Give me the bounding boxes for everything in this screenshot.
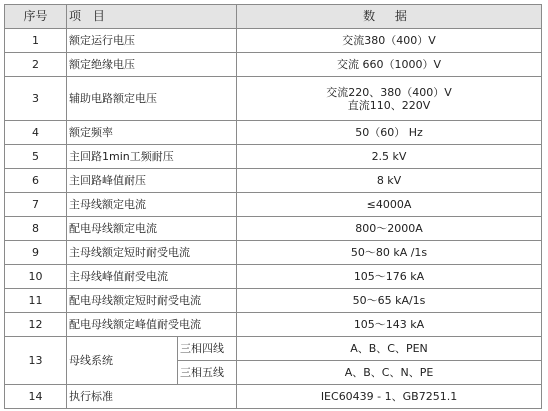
row-no: 6 xyxy=(5,169,67,193)
header-row xyxy=(5,5,542,29)
row-value: 2.5 kV xyxy=(237,145,542,169)
row-no: 10 xyxy=(5,265,67,289)
table-row xyxy=(5,217,542,241)
row-no: 14 xyxy=(5,385,67,409)
table-row xyxy=(5,289,542,313)
row-no: 8 xyxy=(5,217,67,241)
row-item: 主母线额定短时耐受电流 xyxy=(67,241,237,265)
table-row xyxy=(5,145,542,169)
header-item: 项 目 xyxy=(67,5,237,29)
row-item: 额定运行电压 xyxy=(67,29,237,53)
row-no: 12 xyxy=(5,313,67,337)
row-subitem: 三相五线 xyxy=(178,361,237,385)
row-value: IEC60439 - 1、GB7251.1 xyxy=(237,385,542,409)
row-value: A、B、C、N、PE xyxy=(237,361,542,385)
table-row xyxy=(5,337,542,361)
header-data: 数 据 xyxy=(237,5,542,29)
row-no: 1 xyxy=(5,29,67,53)
table-row xyxy=(5,313,542,337)
row-item: 配电母线额定电流 xyxy=(67,217,237,241)
row-no: 11 xyxy=(5,289,67,313)
row-item: 额定绝缘电压 xyxy=(67,53,237,77)
row-value: 50（60） Hz xyxy=(237,121,542,145)
row-value: 105～176 kA xyxy=(237,265,542,289)
row-value-line: 交流220、380（400）V xyxy=(326,85,452,99)
table-row xyxy=(5,29,542,53)
row-item: 执行标准 xyxy=(67,385,237,409)
row-item: 额定频率 xyxy=(67,121,237,145)
row-item: 配电母线额定峰值耐受电流 xyxy=(67,313,237,337)
header-no: 序号 xyxy=(5,5,67,29)
row-subitem: 三相四线 xyxy=(178,337,237,361)
row-item: 主回路峰值耐压 xyxy=(67,169,237,193)
spec-table xyxy=(4,4,542,409)
row-no: 5 xyxy=(5,145,67,169)
row-no: 4 xyxy=(5,121,67,145)
row-no: 7 xyxy=(5,193,67,217)
row-item: 主母线额定电流 xyxy=(67,193,237,217)
row-item: 主回路1min工频耐压 xyxy=(67,145,237,169)
row-no: 2 xyxy=(5,53,67,77)
row-no: 3 xyxy=(5,77,67,121)
row-value-line: 直流110、220V xyxy=(347,98,431,112)
row-value: 105～143 kA xyxy=(237,313,542,337)
row-value: 交流 660（1000）V xyxy=(237,53,542,77)
table-row xyxy=(5,169,542,193)
row-item: 母线系统 xyxy=(67,337,178,385)
table-row xyxy=(5,385,542,409)
row-value: 8 kV xyxy=(237,169,542,193)
table-row xyxy=(5,193,542,217)
row-value: 50～65 kA/1s xyxy=(237,289,542,313)
row-no: 9 xyxy=(5,241,67,265)
table-row xyxy=(5,241,542,265)
row-value: A、B、C、PEN xyxy=(237,337,542,361)
row-value: ≤4000A xyxy=(237,193,542,217)
table-row xyxy=(5,265,542,289)
row-no: 13 xyxy=(5,337,67,385)
row-value: 50～80 kA /1s xyxy=(237,241,542,265)
row-item: 配电母线额定短时耐受电流 xyxy=(67,289,237,313)
row-item: 主母线峰值耐受电流 xyxy=(67,265,237,289)
row-value xyxy=(237,77,542,121)
table-row xyxy=(5,121,542,145)
table-row xyxy=(5,53,542,77)
row-value: 800～2000A xyxy=(237,217,542,241)
row-value: 交流380（400）V xyxy=(237,29,542,53)
table-row xyxy=(5,77,542,121)
row-item: 辅助电路额定电压 xyxy=(67,77,237,121)
